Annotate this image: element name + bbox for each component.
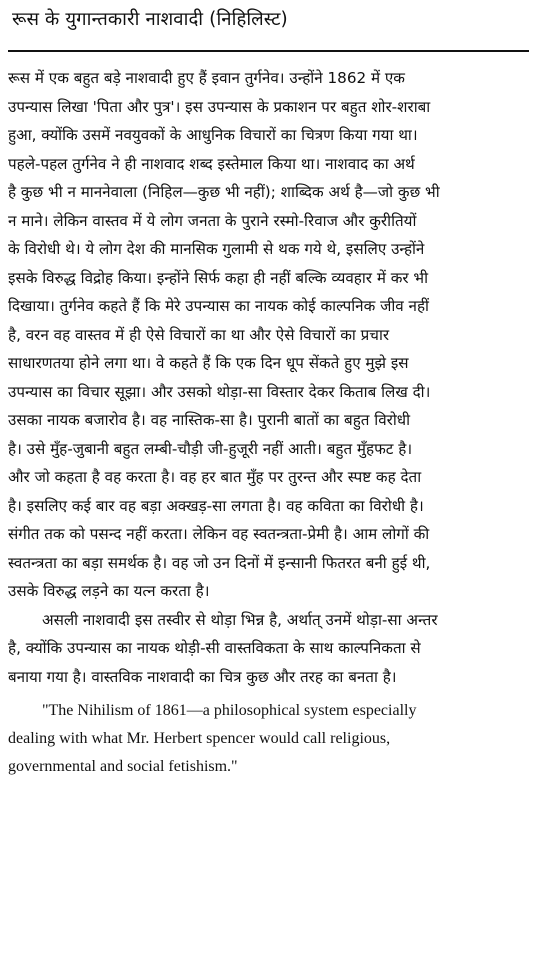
text-line: उसके विरुद्ध लड़ने का यत्न करता है। [8,582,210,600]
text-line: संगीत तक को पसन्द नहीं करता। लेकिन वह स्वतन्त्रता-प्रेमी है। आम लोगों की [8,525,430,543]
paragraph-1 [8,64,529,606]
quote-line: governmental and social fetishism." [8,758,238,775]
section-heading: रूस के युगान्तकारी नाशवादी (निहिलिस्ट) [12,9,288,30]
text-line: पहले-पहल तुर्गनेव ने ही नाशवाद शब्द इस्तेमाल किया था। नाशवाद का अर्थ [8,154,415,173]
text-line: इसके विरुद्ध विद्रोह किया। इन्होंने सिर्फ कहा ही नहीं बल्कि व्यवहार में कर भी [8,268,429,287]
text-line: बनाया गया है। वास्तविक नाशवादी का चित्र कुछ और तरह का बनता है। [8,667,397,686]
english-quote [8,697,529,781]
quote-line: dealing with what Mr. Herbert spencer would call religious, [8,730,391,747]
text-line: हुआ, क्योंकि उसमें नवयुवकों के आधुनिक विचारों का चित्रण किया गया था। [8,126,418,144]
text-line: उपन्यास का विचार सूझा। और उसको थोड़ा-सा विस्तार देकर किताब लिख दी। [8,382,431,401]
text-line: उसका नायक बजारोव है। वह नास्तिक-सा है। पुरानी बातों का बहुत विरोधी [8,411,411,429]
text-line: है, क्योंकि उपन्यास का नायक थोड़ी-सी वास्तविकता के साथ काल्पनिकता से [8,639,421,657]
paragraph-2 [8,606,529,692]
text-line: साधारणतया होने लगा था। वे कहते हैं कि एक दिन धूप सेंकते हुए मुझे इस [8,354,409,372]
text-line: है। उसे मुँह-जुबानी बहुत लम्बी-चौड़ी जी-हुजूरी नहीं आती। बहुत मुँहफट है। [8,439,413,458]
quote-line: "The Nihilism of 1861—a philosophical system especially [42,702,417,719]
text-line: दिखाया। तुर्गनेव कहते हैं कि मेरे उपन्यास का नायक कोई काल्पनिक जीव नहीं [8,297,429,315]
text-line: उपन्यास लिखा 'पिता और पुत्र'। इस उपन्यास के प्रकाशन पर बहुत शोर-शराबा [8,97,431,116]
text-line: स्वतन्त्रता का बड़ा समर्थक है। वह जो उन दिनों में इन्सानी फितरत बनी हुई थी, [8,553,431,572]
text-line: है कुछ भी न माननेवाला (निहिल—कुछ भी नहीं); शाब्दिक अर्थ है—जो कुछ भी [8,183,440,201]
text-line: असली नाशवादी इस तस्वीर से थोड़ा भिन्न है, अर्थात् उनमें थोड़ा-सा अन्तर [42,610,438,629]
text-line: के विरोधी थे। ये लोग देश की मानसिक गुलामी से थक गये थे, इसलिए उन्होंने [8,240,425,258]
heading-divider [8,50,529,52]
text-line: न माने। लेकिन वास्तव में ये लोग जनता के पुराने रस्मो-रिवाज और कुरीतियों [8,211,417,230]
text-line: और जो कहता है वह करता है। वह हर बात मुँह पर तुरन्त और स्पष्ट कह देता [8,468,422,486]
text-line: रूस में एक बहुत बड़े नाशवादी हुए हैं इवान तुर्गनेव। उन्होंने 1862 में एक [8,69,405,87]
text-line: है। इसलिए कई बार वह बड़ा अक्खड़-सा लगता है। वह कविता का विरोधी है। [8,496,424,515]
text-line: है, वरन वह वास्तव में ही ऐसे विचारों का था और ऐसे विचारों का प्रचार [8,325,390,344]
